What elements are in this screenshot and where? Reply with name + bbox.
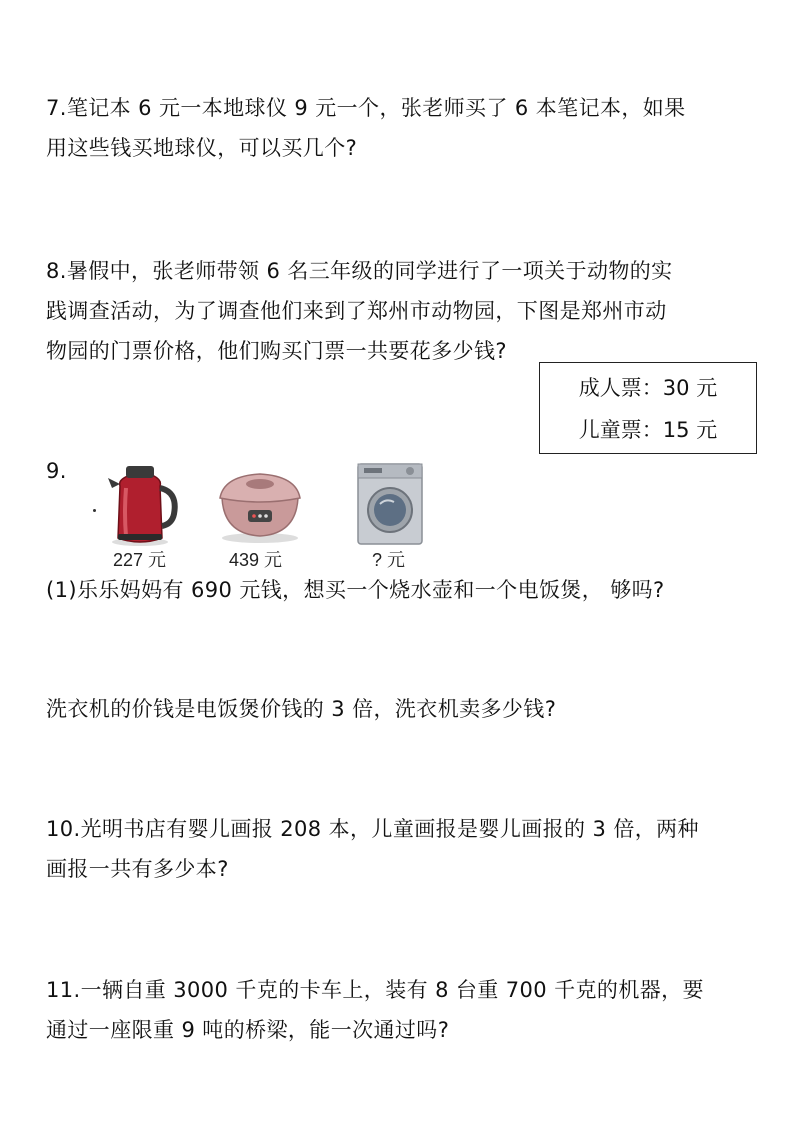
kettle-price: 227 元 <box>113 550 167 570</box>
washing-machine-price: ? 元 <box>372 550 406 570</box>
rice-cooker-price: 439 元 <box>229 550 283 570</box>
rice-cooker-icon <box>214 458 304 548</box>
q9-part-1: (1)乐乐妈妈有 690 元钱，想买一个烧水壶和一个电饭煲， 够吗? <box>46 578 665 602</box>
q11-line-1: 11.一辆自重 3000 千克的卡车上，装有 8 台重 700 千克的机器，要 <box>46 978 704 1002</box>
child-ticket-price: 儿童票：15 元 <box>578 418 718 442</box>
q10-line-2: 画报一共有多少本? <box>46 857 229 881</box>
kettle-icon <box>98 458 188 548</box>
q7-line-1: 7.笔记本 6 元一本地球仪 9 元一个，张老师买了 6 本笔记本，如果 <box>46 96 686 120</box>
ticket-price-box <box>539 362 757 454</box>
bullet-dot <box>93 509 96 512</box>
q8-line-3: 物园的门票价格，他们购买门票一共要花多少钱? <box>46 339 507 363</box>
q7-line-2: 用这些钱买地球仪，可以买几个? <box>46 136 358 160</box>
q11-line-2: 通过一座限重 9 吨的桥梁，能一次通过吗? <box>46 1018 450 1042</box>
q10-line-1: 10.光明书店有婴儿画报 208 本，儿童画报是婴儿画报的 3 倍，两种 <box>46 817 699 841</box>
q8-line-2: 践调查活动，为了调查他们来到了郑州市动物园，下图是郑州市动 <box>46 299 667 323</box>
q9-part-2: 洗衣机的价钱是电饭煲价钱的 3 倍，洗衣机卖多少钱? <box>46 697 557 721</box>
q9-number: 9. <box>46 459 67 483</box>
adult-ticket-price: 成人票：30 元 <box>578 376 718 400</box>
q8-line-1: 8.暑假中，张老师带领 6 名三年级的同学进行了一项关于动物的实 <box>46 259 673 283</box>
washing-machine-icon <box>346 458 436 548</box>
